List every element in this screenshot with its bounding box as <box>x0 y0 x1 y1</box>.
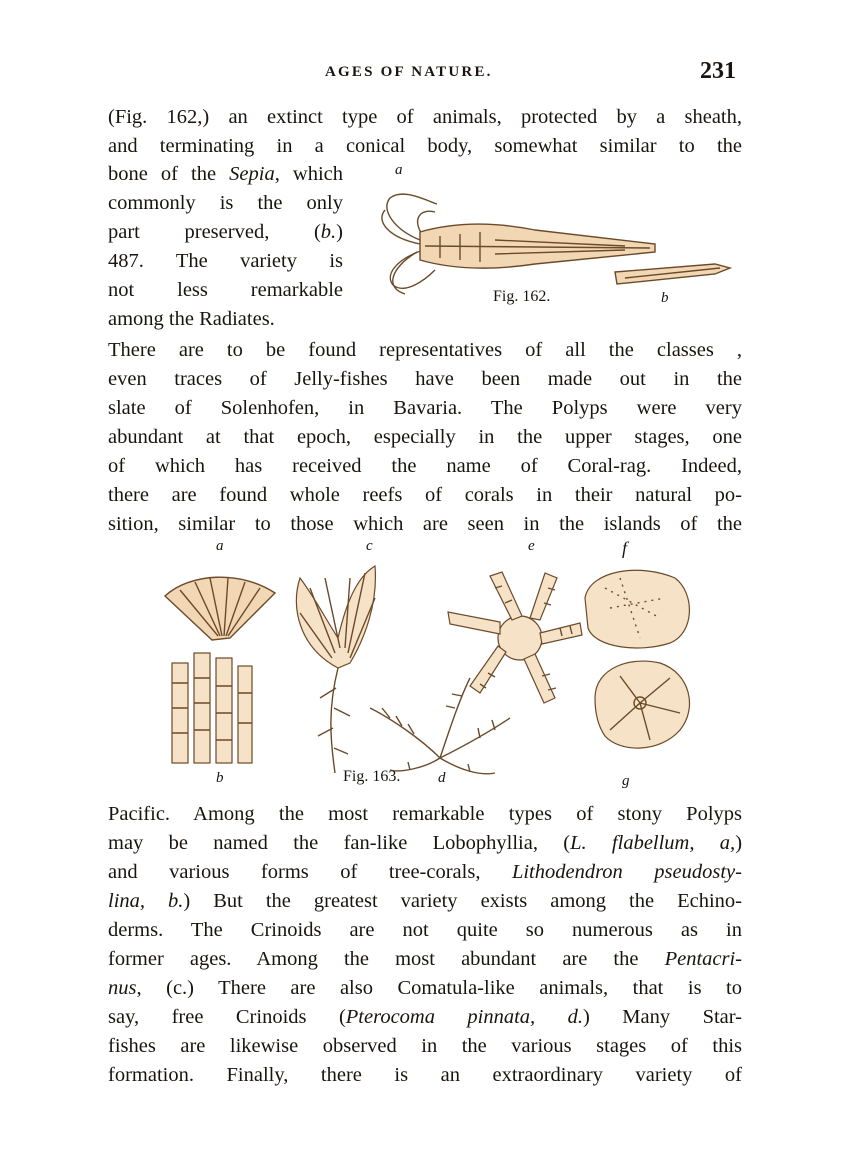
text-line: lina, b.) But the greatest variety exists among the Echino- <box>108 890 742 912</box>
tree-coral-b <box>172 653 252 763</box>
text-line: and various forms of tree-corals, Lithodendron pseudosty- <box>108 861 742 883</box>
running-title: AGES OF NATURE. <box>325 64 493 80</box>
figure-163-label-a: a <box>216 538 224 554</box>
text-line: fishes are likewise observed in the various stages of this <box>108 1035 742 1057</box>
figure-162-label-a: a <box>395 162 403 178</box>
sea-urchin-g <box>595 661 690 748</box>
text-line: derms. The Crinoids are not quite so numerous as in <box>108 919 742 941</box>
text-line: There are to be found representatives of all the classes , <box>108 339 742 361</box>
text-line: sition, similar to those which are seen in the islands of the <box>108 513 742 535</box>
figure-163-label-g: g <box>622 773 630 789</box>
text-line: formation. Finally, there is an extraordinary variety of <box>108 1064 742 1086</box>
figure-162 <box>365 160 745 330</box>
paragraph-487-start: 487. The variety is <box>108 250 343 272</box>
figure-162-caption: Fig. 162. <box>493 288 551 305</box>
text-line: nus, (c.) There are also Comatula-like animals, that is to <box>108 977 742 999</box>
crinoid-c <box>296 566 375 773</box>
text-line: bone of the Sepia, which <box>108 163 343 185</box>
fan-coral-a <box>165 577 275 640</box>
figure-163-label-d: d <box>438 770 446 786</box>
text-line: slate of Solenhofen, in Bavaria. The Polyps were very <box>108 397 742 419</box>
text-line: Pacific. Among the most remarkable types of stony Polyps <box>108 803 742 825</box>
text-line: of which has received the name of Coral-rag. Indeed, <box>108 455 742 477</box>
text-line: not less remarkable <box>108 279 343 301</box>
text-line: part preserved, (b.) <box>108 221 343 243</box>
fossil-plate-illustration <box>150 558 710 783</box>
figure-163 <box>150 538 710 793</box>
running-head <box>0 60 850 90</box>
figure-163-caption: Fig. 163. <box>343 768 401 785</box>
text-line: former ages. Among the most abundant are the Pentacri- <box>108 948 742 970</box>
text-line: and terminating in a conical body, somewhat similar to the <box>108 135 742 157</box>
page-number: 231 <box>700 58 736 84</box>
text-line: may be named the fan-like Lobophyllia, (L. flabellum, a,) <box>108 832 743 854</box>
text-line: say, free Crinoids (Pterocoma pinnata, d.) Many Star- <box>108 1006 743 1028</box>
text-line: abundant at that epoch, especially in the upper stages, one <box>108 426 742 448</box>
figure-162-label-b: b <box>661 290 669 306</box>
belemnite-illustration <box>365 160 745 330</box>
figure-163-label-b: b <box>216 770 224 786</box>
sea-urchin-f <box>585 570 689 648</box>
crinoid-d <box>370 678 510 774</box>
figure-163-label-f: f <box>622 538 628 558</box>
text-line: even traces of Jelly-fishes have been made out in the <box>108 368 742 390</box>
text-line: (Fig. 162,) an extinct type of animals, protected by a sheath, <box>108 106 742 128</box>
figure-163-label-e: e <box>528 538 535 554</box>
figure-163-label-c: c <box>366 538 373 554</box>
text-line: there are found whole reefs of corals in their natural po- <box>108 484 742 506</box>
text-line: among the Radiates. <box>108 308 275 330</box>
text-line: commonly is the only <box>108 192 343 214</box>
